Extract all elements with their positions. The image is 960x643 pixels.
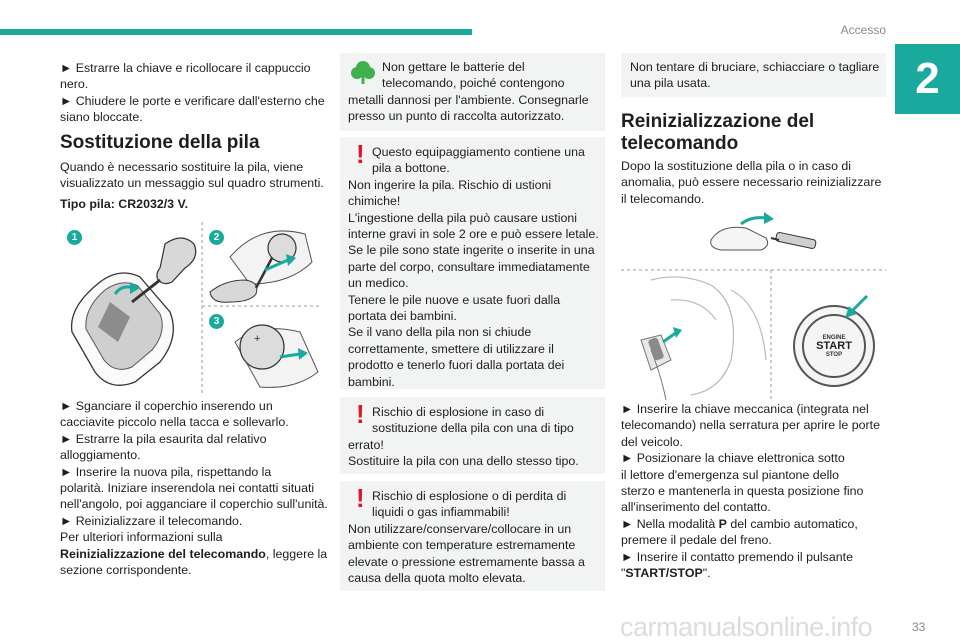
press-arrow-icon — [841, 292, 871, 322]
desc-line: Quando è necessario sostituire la pila, viene — [60, 160, 304, 174]
warning-line: Se le pile sono state ingerite o inserite in una — [348, 243, 595, 258]
step-badge-3: 3 — [209, 314, 224, 329]
intro-line: nero. — [60, 77, 89, 92]
quote-open: " — [621, 566, 626, 581]
start-line — [621, 565, 891, 581]
step-line: ► Inserire la chiave meccanica (integrata nel — [621, 402, 869, 416]
desc-line: il telecomando. — [621, 191, 705, 206]
burn-warning-text — [630, 59, 882, 92]
reference-bold[interactable]: Reinizializzazione del telecomando — [60, 546, 266, 561]
warning-box-wrong-battery — [340, 397, 605, 474]
warning-line: prodotto e tenerlo fuori dalla portata dei — [348, 358, 565, 373]
old-battery-illustration — [210, 231, 312, 302]
warning-line: correttamente, smettere di utilizzare il — [348, 341, 554, 356]
step-line: sterzo e mantenerla in questa posizione fino — [621, 484, 864, 499]
step-line: ► Reinizializzare il telecomando. — [60, 513, 243, 528]
note-line: metalli dannosi per l'ambiente. Consegnarle — [348, 92, 589, 107]
svg-text:+: + — [254, 333, 261, 345]
environment-note-box — [340, 53, 605, 131]
warning-line: errato! — [348, 437, 384, 452]
reference-line — [60, 546, 330, 562]
reset-desc — [621, 158, 886, 207]
step-line: il lettore d'emergenza sul piantone dello — [621, 467, 839, 482]
desc-line: anomalia, può essere necessario reinizializzare — [621, 175, 882, 190]
step-line: sezione corrispondente. — [60, 563, 192, 578]
button-label-engine: ENGINE — [822, 334, 846, 341]
battery-desc — [60, 159, 330, 192]
mode-line — [621, 516, 891, 532]
intro-text — [60, 60, 330, 126]
warning-box-explosion — [340, 481, 605, 591]
reset-steps — [621, 401, 891, 581]
step-line: ► Inserire il contatto premendo il pulsante — [621, 549, 853, 564]
warning-line: elevate o pressione estremamente bassa a — [348, 554, 585, 569]
burn-warning-box — [621, 53, 886, 97]
warning-line: sostituzione della pila con una di tipo — [372, 421, 574, 436]
warning-line: causa della quota molto elevata. — [348, 571, 526, 586]
desc-line: visualizzato un messaggio sul quadro strumenti. — [60, 176, 324, 191]
intro-line: siano bloccate. — [60, 110, 143, 125]
warning-line: interne gravi in sole 2 ore e può essere letale. — [348, 227, 599, 242]
section-heading-reset — [621, 111, 886, 155]
warning-line: portata dei bambini. — [348, 309, 457, 324]
warning-line: pila a bottone. — [372, 161, 450, 176]
warning-line: Tenere le pile nuove e usate fuori dalla — [348, 292, 561, 307]
step-line: polarità. Iniziare inserendola nei contatti situati — [60, 481, 315, 496]
note-line: una pila usata. — [630, 76, 711, 91]
key-fob-illustration — [72, 273, 174, 385]
step-line: all'inserimento del contatto. — [621, 500, 771, 515]
warning-box-ingestion — [340, 137, 605, 389]
step-line: ► Posizionare la chiave elettronica sotto — [621, 451, 845, 466]
steering-column-illustration — [641, 277, 766, 400]
quote-close: ". — [702, 566, 711, 581]
section-title: Accesso — [840, 23, 886, 37]
warning-line: chimiche! — [348, 194, 401, 209]
exclamation-icon: ! — [356, 483, 365, 513]
warning-line: Non ingerire la pila. Rischio di ustioni — [348, 177, 552, 192]
warning-line: Questo equipaggiamento contiene una — [372, 145, 585, 159]
warning-line: un medico. — [348, 276, 409, 291]
heading-line: telecomando — [621, 133, 739, 154]
page-number: 33 — [912, 620, 926, 634]
watermark: carmanualsonline.info — [620, 612, 873, 642]
battery-figure-drawing — [60, 222, 320, 394]
warning-line: Sostituire la pila con una dello stesso tipo. — [348, 454, 579, 469]
warning-line: ambiente con temperature estremamente — [348, 538, 576, 553]
desc-line: Dopo la sostituzione della pila o in caso di — [621, 159, 852, 173]
note-line: Non tentare di bruciare, schiacciare o tagliare — [630, 60, 880, 74]
top-accent-bar — [0, 29, 472, 35]
chapter-tab: 2 — [895, 44, 960, 114]
reset-figure — [621, 210, 886, 400]
warning-text-wrong-battery — [348, 404, 603, 470]
step-line: ► Inserire la nuova pila, rispettando la — [60, 464, 272, 479]
warning-text-explosion — [348, 488, 603, 586]
intro-line: ► Estrarre la chiave e ricollocare il cappuccio — [60, 61, 311, 75]
step-line: ► Estrarre la pila esaurita dal relativo — [60, 431, 267, 446]
step-line: del veicolo. — [621, 434, 683, 449]
warning-line: Se il vano della pila non si chiude — [348, 325, 532, 340]
note-line: presso un punto di raccolta autorizzato. — [348, 109, 565, 124]
mode-post: del cambio automatico, — [726, 516, 858, 531]
warning-line: Rischio di esplosione in caso di — [372, 405, 545, 419]
button-label-start: START — [816, 339, 852, 352]
warning-line: parte del corpo, consultare immediatamente — [348, 259, 590, 274]
battery-type: Tipo pila: CR2032/3 V. — [60, 197, 189, 211]
warning-line: Non utilizzare/conservare/collocare in un — [348, 521, 572, 536]
intro-line: ► Chiudere le porte e verificare dall'esterno che — [60, 93, 325, 108]
step-badge-2: 2 — [209, 230, 224, 245]
step-line: cacciavite piccolo nella tacca e sollevarlo. — [60, 415, 289, 430]
step-badge-1: 1 — [67, 230, 82, 245]
exclamation-icon: ! — [356, 139, 365, 169]
warning-line: Rischio di esplosione o di perdita di — [372, 489, 567, 503]
step-line: alloggiamento. — [60, 448, 141, 463]
warning-line: liquidi o gas infiammabili! — [372, 505, 510, 520]
note-line: Non gettare le batterie del — [382, 60, 525, 74]
heading-line: Reinizializzazione del — [621, 111, 815, 132]
step-line: nell'angolo, poi agganciare il coperchio sull'unità. — [60, 497, 328, 512]
warning-line: bambini. — [348, 374, 395, 389]
warning-text-ingestion — [348, 144, 603, 390]
start-stop-label: START/STOP — [625, 566, 703, 581]
step-line: telecomando) nella serratura per aprire le porte — [621, 418, 880, 433]
mode-pre: ► Nella modalità — [621, 516, 719, 531]
warning-line: L'ingestione della pila può causare ustioni — [348, 210, 577, 225]
start-stop-inner-ring — [802, 314, 866, 378]
note-line: telecomando, poiché contengono — [382, 76, 565, 91]
battery-steps — [60, 398, 330, 578]
mode-bold: P — [718, 516, 727, 531]
door-handle-illustration — [711, 227, 817, 250]
new-battery-illustration — [235, 325, 318, 387]
battery-replacement-figure — [60, 222, 320, 394]
step-line: Per ulteriori informazioni sulla — [60, 530, 223, 545]
step-line: ► Sganciare il coperchio inserendo un — [60, 399, 273, 413]
section-heading-battery: Sostituzione della pila — [60, 132, 260, 153]
button-label-stop: STOP — [825, 351, 843, 358]
reference-tail: , leggere la — [265, 546, 328, 561]
exclamation-icon: ! — [356, 399, 365, 429]
environment-note-text — [348, 59, 600, 125]
step-line: premere il pedale del freno. — [621, 533, 772, 548]
